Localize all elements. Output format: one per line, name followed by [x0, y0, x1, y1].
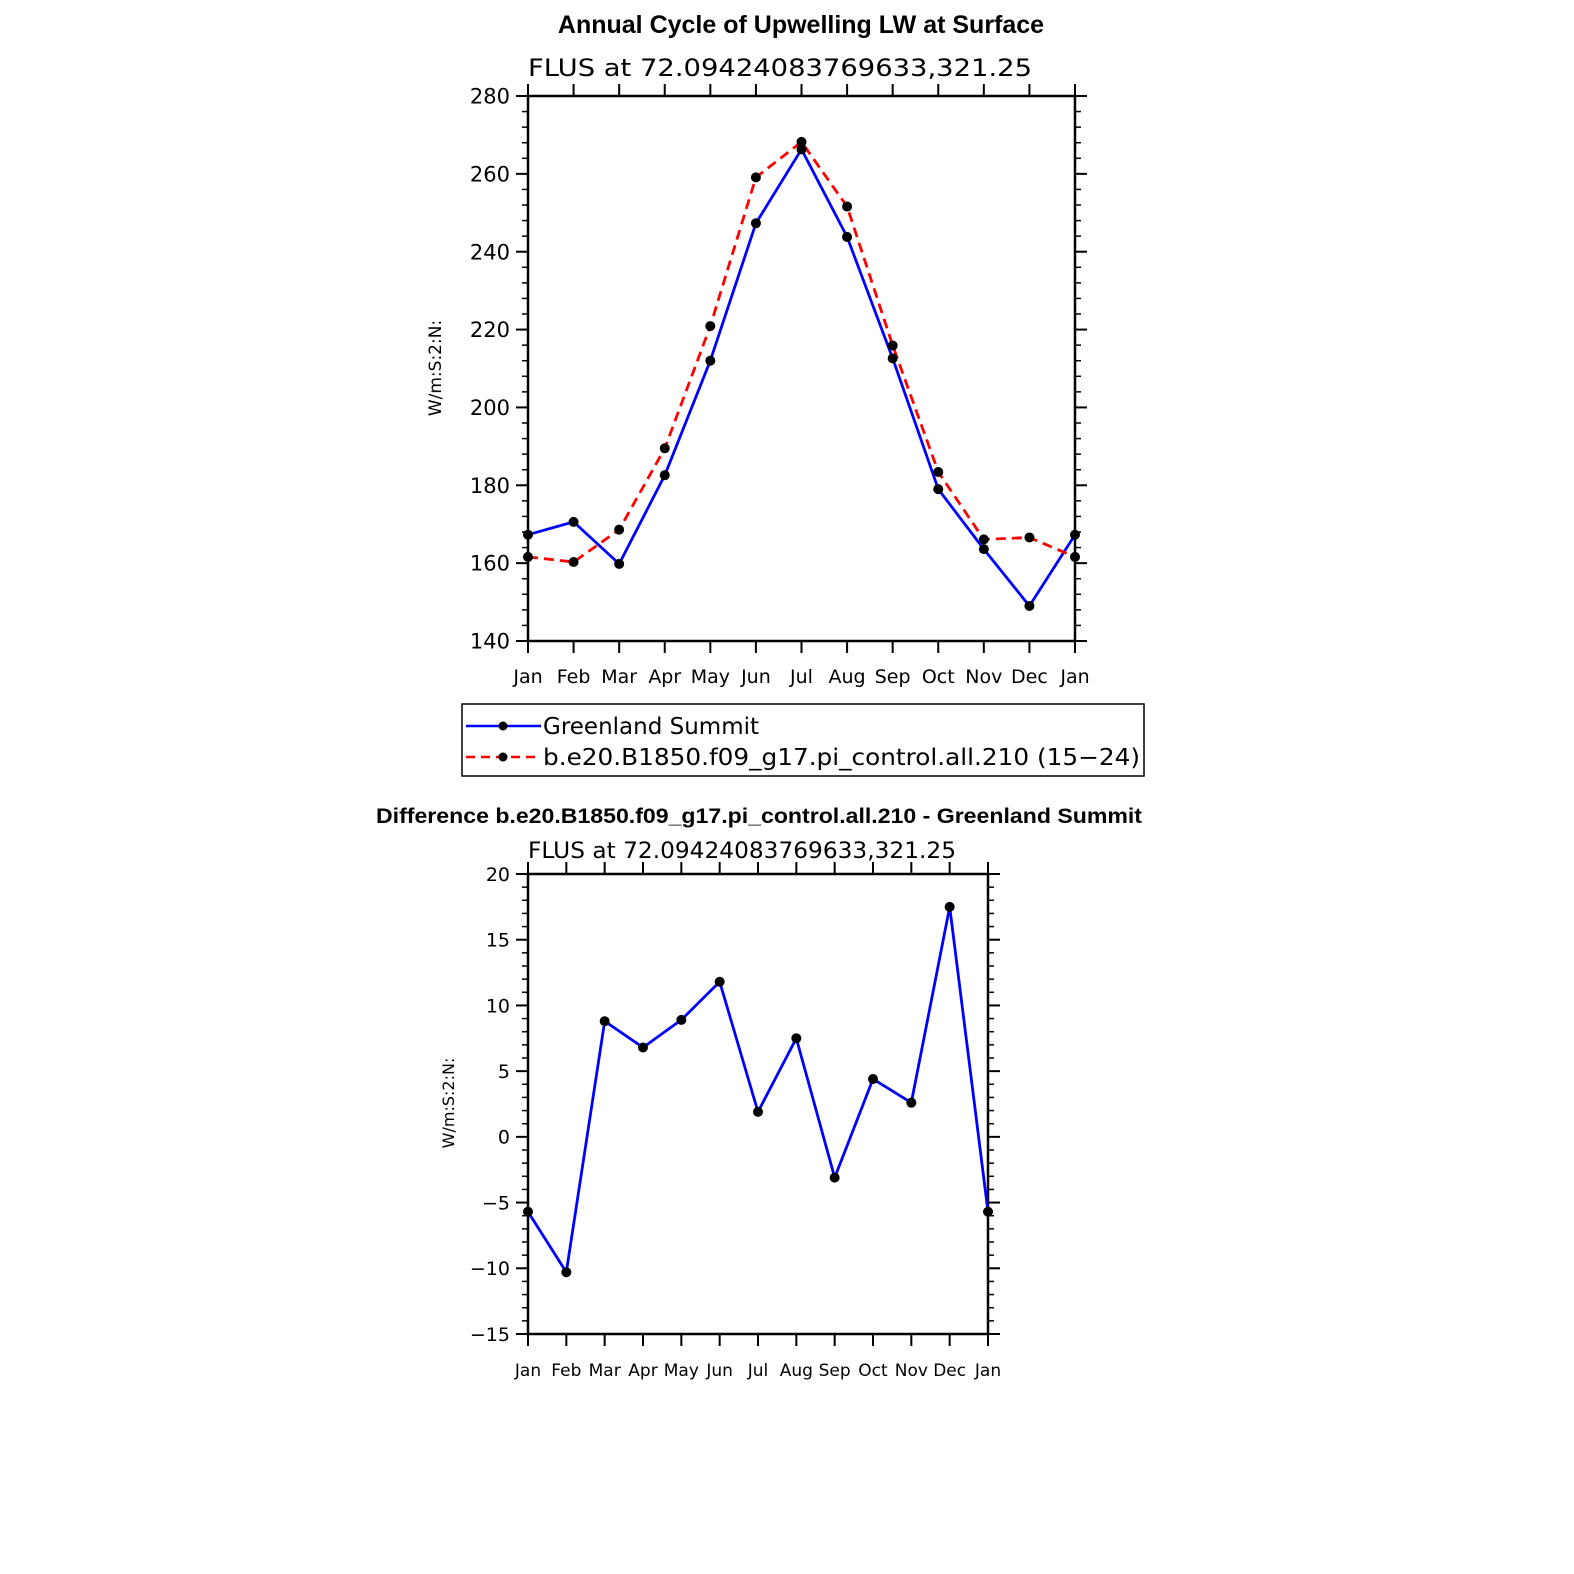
chart2-series1-point	[868, 1074, 878, 1084]
legend-label-greenland: Greenland Summit	[543, 714, 760, 740]
chart1-series1-point	[888, 353, 898, 363]
chart2-xtick-label: Jul	[747, 1361, 769, 1381]
legend-label-model: b.e20.B1850.f09_g17.pi_control.all.210 (15−24)	[543, 745, 1140, 771]
chart2-ytick-label: −5	[481, 1192, 510, 1215]
chart1-series2-point	[705, 321, 715, 331]
chart1-series1-point	[523, 530, 533, 540]
chart1-xtick-label: May	[690, 666, 730, 688]
chart2-series1-line	[528, 907, 988, 1272]
chart2-series1-point	[906, 1098, 916, 1108]
chart1-xtick-label: Feb	[556, 666, 591, 688]
chart2-series1-point	[676, 1015, 686, 1025]
chart2-series1-point	[638, 1042, 648, 1052]
chart1-ytick-label: 280	[469, 84, 510, 109]
chart1-xtick-label: Jul	[790, 666, 813, 688]
chart1-series1-point	[979, 544, 989, 554]
chart1-series2-point	[933, 467, 943, 477]
chart2-ytick-label: 5	[497, 1060, 510, 1083]
chart2-xtick-label: Apr	[628, 1361, 658, 1381]
chart1-xtick-label: Dec	[1011, 666, 1048, 688]
chart1-xtick-label: Oct	[921, 666, 955, 688]
chart1-series1-point	[1024, 601, 1034, 611]
chart1-series1-point	[933, 484, 943, 494]
chart1-series1-point	[842, 232, 852, 242]
chart1-ytick-label: 200	[469, 395, 510, 420]
chart1-series1-point	[751, 218, 761, 228]
chart2-series1-point	[715, 977, 725, 987]
chart1-series1-point	[1070, 530, 1080, 540]
legend-marker-greenland	[499, 722, 508, 731]
chart2-subtitle: FLUS at 72.09424083769633,321.25	[528, 839, 956, 864]
chart1-xtick-label: Sep	[874, 666, 911, 688]
chart2-xtick-label: Dec	[933, 1361, 967, 1381]
chart2-ytick-label: 0	[497, 1126, 510, 1149]
chart1-ytick-label: 140	[469, 629, 510, 654]
chart2-series1-point	[600, 1016, 610, 1026]
chart1-ytick-label: 240	[469, 240, 510, 265]
chart2-frame	[528, 874, 988, 1334]
chart1-title: Annual Cycle of Upwelling LW at Surface	[557, 11, 1045, 39]
chart1-series2-point	[1070, 552, 1080, 562]
chart1-series1-point	[569, 517, 579, 527]
chart2-title: Difference b.e20.B1850.f09_g17.pi_control.all.210 - Greenland Summit	[376, 805, 1143, 828]
chart2-ytick-label: 20	[485, 863, 510, 886]
chart2-ytick-label: −10	[469, 1258, 510, 1281]
chart1-xtick-label: Jan	[513, 666, 543, 688]
chart2-series1-point	[753, 1107, 763, 1117]
chart1-plot	[470, 84, 1090, 688]
chart1-series2-line	[528, 142, 1075, 562]
chart1-ylabel: W/m:S:2:N:	[426, 319, 446, 417]
chart1-ytick-label: 220	[469, 318, 510, 343]
chart1-series2-point	[1024, 532, 1034, 542]
chart2-xtick-label: Sep	[818, 1361, 851, 1381]
chart1-xtick-label: Nov	[965, 666, 1003, 688]
chart1-xtick-label: Mar	[601, 666, 638, 688]
chart2-series1-point	[830, 1173, 840, 1183]
chart1-ytick-label: 160	[469, 551, 510, 576]
chart2-series1-point	[523, 1207, 533, 1217]
chart2-ytick-label: 10	[485, 995, 510, 1018]
chart1-series2-point	[569, 557, 579, 567]
chart2-xtick-label: Jan	[514, 1361, 542, 1381]
chart1-series2-point	[888, 341, 898, 351]
chart1-series2-point	[797, 137, 807, 147]
chart2-xtick-label: Jan	[974, 1361, 1002, 1381]
chart2-series1-point	[791, 1033, 801, 1043]
chart1-xtick-label: Jan	[1060, 666, 1090, 688]
chart1-series2-point	[614, 525, 624, 535]
chart1-series2-point	[842, 202, 852, 212]
legend-marker-model	[499, 753, 508, 762]
chart2-xtick-label: Feb	[551, 1361, 582, 1381]
chart1-subtitle: FLUS at 72.09424083769633,321.25	[528, 54, 1032, 82]
chart1-ytick-label: 260	[469, 162, 510, 187]
chart1-xtick-label: Apr	[648, 666, 682, 688]
chart1-series2-point	[523, 552, 533, 562]
chart1-series1-point	[705, 356, 715, 366]
chart1-series1-point	[660, 470, 670, 480]
chart2-xtick-label: May	[663, 1361, 699, 1381]
chart2-series1-point	[561, 1267, 571, 1277]
chart2-series1-point	[983, 1207, 993, 1217]
chart1-legend	[462, 704, 1144, 776]
chart2-ylabel: W/m:S:2:N:	[439, 1057, 458, 1149]
chart2-ytick-label: 15	[485, 929, 510, 952]
chart2-xtick-label: Nov	[894, 1361, 928, 1381]
chart1-xtick-label: Aug	[828, 666, 866, 688]
chart2-xtick-label: Mar	[588, 1361, 621, 1381]
chart1-series2-point	[751, 172, 761, 182]
chart1-series2-point	[660, 443, 670, 453]
chart2-xtick-label: Aug	[779, 1361, 813, 1381]
chart2-xtick-label: Jun	[706, 1361, 733, 1381]
chart2-plot	[470, 862, 1001, 1381]
chart2-series1-point	[945, 902, 955, 912]
chart1-xtick-label: Jun	[741, 666, 771, 688]
chart2-xtick-label: Oct	[858, 1361, 888, 1381]
chart1-ytick-label: 180	[469, 473, 510, 498]
chart2-ytick-label: −15	[469, 1323, 510, 1346]
chart1-series2-point	[979, 534, 989, 544]
chart1-series1-point	[614, 559, 624, 569]
